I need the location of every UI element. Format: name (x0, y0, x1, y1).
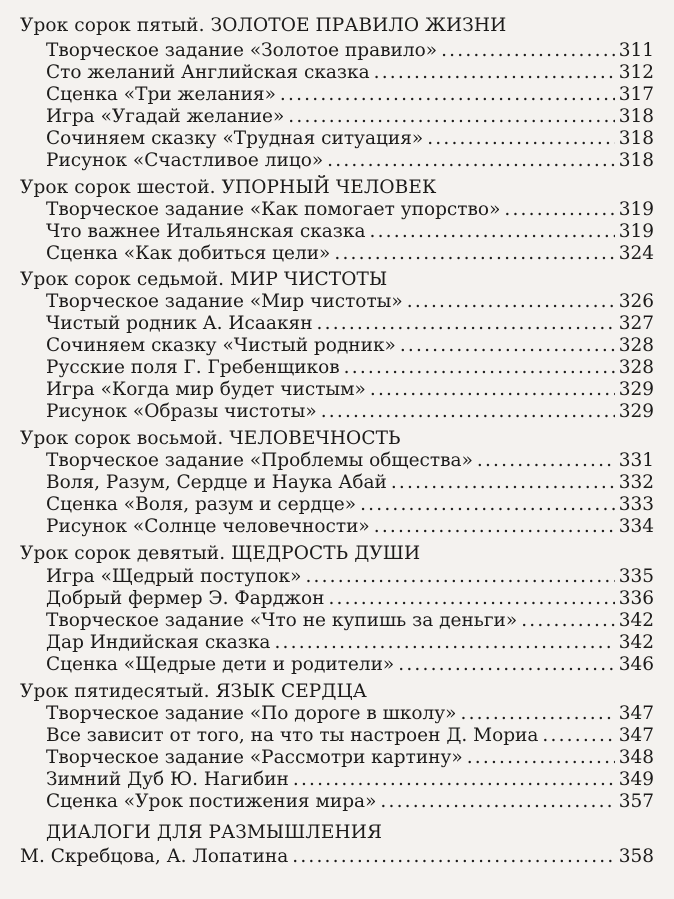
dot-leader (521, 610, 614, 632)
dot-leader (427, 128, 614, 150)
dot-leader (292, 846, 614, 868)
entry-title: Воля, Разум, Сердце и Наука Абай (46, 472, 387, 493)
section-heading-48: Урок сорок восьмой. ЧЕЛОВЕЧНОСТЬ (20, 428, 401, 449)
entry-title: Сценка «Щедрые дети и родители» (46, 654, 395, 675)
dot-leader (391, 472, 615, 494)
toc-entry[interactable] (46, 379, 654, 401)
page-number: 312 (618, 62, 654, 83)
page-number: 311 (618, 40, 654, 61)
toc-entry[interactable] (46, 450, 654, 472)
dialogues-heading: ДИАЛОГИ ДЛЯ РАЗМЫШЛЕНИЯ (46, 822, 383, 843)
page-number: 346 (618, 654, 654, 675)
entry-title: Сценка «Воля, разум и сердце» (46, 494, 357, 515)
entry-title: Творческое задание «Рассмотри картину» (46, 747, 463, 768)
page-number: 318 (618, 106, 654, 127)
page-number: 317 (618, 84, 654, 105)
page-number: 329 (618, 401, 654, 422)
dot-leader (374, 62, 615, 84)
page-number: 349 (618, 769, 654, 790)
toc-entry[interactable] (46, 335, 654, 357)
entry-title: Творческое задание «Что не купишь за деньги» (46, 610, 518, 631)
toc-entry[interactable] (46, 747, 654, 769)
toc-entry[interactable] (46, 221, 654, 243)
dot-leader (370, 221, 615, 243)
page-number: 335 (618, 566, 654, 587)
dot-leader (288, 106, 614, 128)
toc-entry[interactable] (46, 62, 654, 84)
entry-title: Сценка «Три желания» (46, 84, 276, 105)
section-heading-47: Урок сорок седьмой. МИР ЧИСТОТЫ (20, 269, 388, 290)
toc-entry[interactable] (46, 40, 654, 62)
entry-title: Игра «Когда мир будет чистым» (46, 379, 366, 400)
toc-entry[interactable] (46, 313, 654, 335)
page-number: 334 (618, 516, 654, 537)
toc-entry[interactable] (46, 84, 654, 106)
dot-leader (374, 516, 615, 538)
toc-entry[interactable] (46, 472, 654, 494)
page-number: 324 (618, 243, 654, 264)
toc-entry[interactable] (46, 291, 654, 313)
dot-leader (407, 291, 615, 313)
page-number: 358 (618, 846, 654, 867)
toc-entry[interactable] (46, 654, 654, 676)
toc-entry[interactable] (46, 725, 654, 747)
page-number: 331 (618, 450, 654, 471)
dot-leader (477, 450, 615, 472)
dot-leader (542, 725, 614, 747)
section-heading-50: Урок пятидесятый. ЯЗЫК СЕРДЦА (20, 681, 367, 702)
entry-title: Игра «Угадай желание» (46, 106, 285, 127)
entry-title: Творческое задание «Проблемы общества» (46, 450, 473, 471)
section-heading-49: Урок сорок девятый. ЩЕДРОСТЬ ДУШИ (20, 543, 421, 564)
entry-title: Зимний Дуб Ю. Нагибин (46, 769, 289, 790)
dot-leader (328, 588, 614, 610)
page-number: 332 (618, 472, 654, 493)
page-number: 333 (618, 494, 654, 515)
page-number: 319 (618, 199, 654, 220)
page-number: 342 (618, 610, 654, 631)
dot-leader (360, 494, 615, 516)
entry-title: Что важнее Итальянская сказка (46, 221, 366, 242)
entry-title: Сто желаний Английская сказка (46, 62, 370, 83)
toc-entry[interactable] (46, 494, 654, 516)
toc-entry[interactable] (46, 566, 654, 588)
toc-entry[interactable] (46, 769, 654, 791)
entry-title: Игра «Щедрый поступок» (46, 566, 302, 587)
dot-leader (327, 150, 615, 172)
dot-leader (305, 566, 614, 588)
page-number: 336 (618, 588, 654, 609)
page-number: 328 (618, 357, 654, 378)
dot-leader (344, 357, 615, 379)
dot-leader (274, 632, 614, 654)
page-number: 328 (618, 335, 654, 356)
page-number: 347 (618, 703, 654, 724)
entry-title: Рисунок «Образы чистоты» (46, 401, 317, 422)
entry-title: Творческое задание «По дороге в школу» (46, 703, 457, 724)
entry-title: Сочиняем сказку «Чистый родник» (46, 335, 396, 356)
toc-entry[interactable] (46, 610, 654, 632)
toc-entry[interactable] (46, 632, 654, 654)
entry-title: Рисунок «Солнце человечности» (46, 516, 370, 537)
toc-entry[interactable] (46, 588, 654, 610)
dot-leader (317, 313, 615, 335)
toc-entry[interactable] (46, 791, 654, 813)
section-heading-45: Урок сорок пятый. ЗОЛОТОЕ ПРАВИЛО ЖИЗНИ (20, 15, 507, 36)
entry-title: Творческое задание «Как помогает упорство» (46, 199, 501, 220)
toc-entry[interactable] (46, 243, 654, 265)
toc-entry[interactable] (46, 128, 654, 150)
toc-entry[interactable] (46, 703, 654, 725)
dot-leader (441, 40, 615, 62)
page-number: 327 (618, 313, 654, 334)
entry-title: Сочиняем сказку «Трудная ситуация» (46, 128, 424, 149)
page-number: 318 (618, 150, 654, 171)
page-number: 329 (618, 379, 654, 400)
entry-title: Дар Индийская сказка (46, 632, 271, 653)
section-heading-46: Урок сорок шестой. УПОРНЫЙ ЧЕЛОВЕК (20, 177, 437, 198)
entry-title: Чистый родник А. Исаакян (46, 313, 313, 334)
entry-title: Творческое задание «Золотое правило» (46, 40, 438, 61)
dot-leader (293, 769, 615, 791)
page-number: 318 (618, 128, 654, 149)
entry-title: Все зависит от того, на что ты настроен Д. Мориа (46, 725, 539, 746)
dot-leader (467, 747, 615, 769)
page-number: 326 (618, 291, 654, 312)
dot-leader (504, 199, 614, 221)
entry-title: Сценка «Как добиться цели» (46, 243, 331, 264)
dot-leader (334, 243, 614, 265)
entry-title: М. Скребцова, А. Лопатина (20, 846, 289, 867)
dot-leader (380, 791, 614, 813)
toc-entry[interactable] (46, 516, 654, 538)
dot-leader (461, 703, 615, 725)
toc-entry[interactable] (46, 401, 654, 423)
entry-title: Русские поля Г. Гребенщиков (46, 357, 340, 378)
page-number: 357 (618, 791, 654, 812)
toc-entry[interactable] (46, 106, 654, 128)
dot-leader (398, 654, 614, 676)
page-number: 348 (618, 747, 654, 768)
toc-entry[interactable] (46, 199, 654, 221)
dot-leader (400, 335, 615, 357)
toc-entry[interactable] (20, 846, 654, 868)
page-number: 319 (618, 221, 654, 242)
toc-entry[interactable] (46, 357, 654, 379)
entry-title: Сценка «Урок постижения мира» (46, 791, 377, 812)
entry-title: Добрый фермер Э. Фарджон (46, 588, 325, 609)
dot-leader (280, 84, 615, 106)
page-number: 342 (618, 632, 654, 653)
dot-leader (321, 401, 615, 423)
toc-entry[interactable] (46, 150, 654, 172)
dot-leader (370, 379, 615, 401)
entry-title: Творческое задание «Мир чистоты» (46, 291, 403, 312)
entry-title: Рисунок «Счастливое лицо» (46, 150, 324, 171)
page-number: 347 (618, 725, 654, 746)
